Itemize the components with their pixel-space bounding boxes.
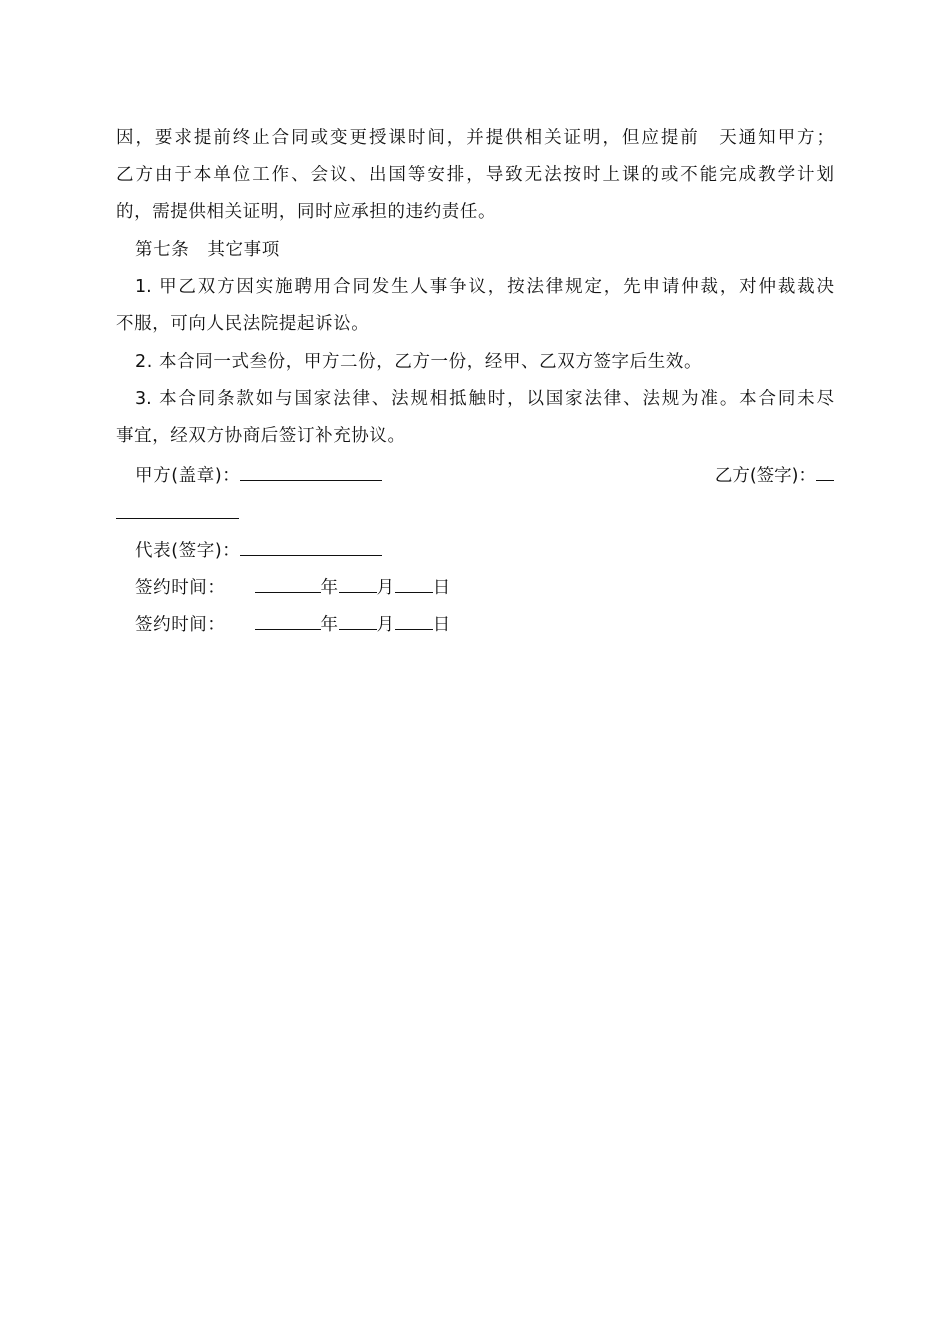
month-label: 月 xyxy=(376,578,395,598)
year-label: 年 xyxy=(320,578,339,598)
party-b-blank xyxy=(816,462,834,481)
sign-date-line xyxy=(135,611,451,637)
month-label: 月 xyxy=(376,615,395,635)
paragraph-line: 因，要求提前终止合同或变更授课时间，并提供相关证明，但应提前 天通知甲方； xyxy=(116,128,834,148)
day-label: 日 xyxy=(432,578,451,598)
party-a-label: 甲方(盖章)： xyxy=(135,466,241,486)
party-b-signature-line xyxy=(715,462,834,488)
month-blank xyxy=(339,574,377,593)
paragraph-line: 1. 甲乙双方因实施聘用合同发生人事争议，按法律规定，先申请仲裁，对仲裁裁决 xyxy=(135,277,834,297)
sign-date-line xyxy=(135,574,451,600)
representative-signature-line xyxy=(135,537,382,563)
sign-date-label: 签约时间： xyxy=(135,615,226,635)
party-a-signature-line xyxy=(135,462,382,488)
party-b-blank-continued xyxy=(116,518,239,519)
party-a-blank xyxy=(240,462,382,481)
paragraph-line: 2. 本合同一式叁份，甲方二份，乙方一份，经甲、乙双方签字后生效。 xyxy=(135,352,703,372)
paragraph-line: 3. 本合同条款如与国家法律、法规相抵触时，以国家法律、法规为准。本合同未尽 xyxy=(135,389,834,409)
paragraph-line: 事宜，经双方协商后签订补充协议。 xyxy=(116,426,406,446)
year-label: 年 xyxy=(320,615,339,635)
year-blank xyxy=(255,574,321,593)
paragraph-line: 的，需提供相关证明，同时应承担的违约责任。 xyxy=(116,202,497,222)
paragraph-line: 乙方由于本单位工作、会议、出国等安排，导致无法按时上课的或不能完成教学计划 xyxy=(116,165,834,185)
paragraph-line: 不服，可向人民法院提起诉讼。 xyxy=(116,314,370,334)
day-blank xyxy=(395,611,433,630)
month-blank xyxy=(339,611,377,630)
year-blank xyxy=(255,611,321,630)
party-b-label: 乙方(签字)： xyxy=(714,466,816,486)
day-blank xyxy=(395,574,433,593)
representative-blank xyxy=(240,537,382,556)
article-heading: 第七条 其它事项 xyxy=(135,240,280,260)
day-label: 日 xyxy=(432,615,451,635)
representative-label: 代表(签字)： xyxy=(135,541,241,561)
sign-date-label: 签约时间： xyxy=(135,578,226,598)
